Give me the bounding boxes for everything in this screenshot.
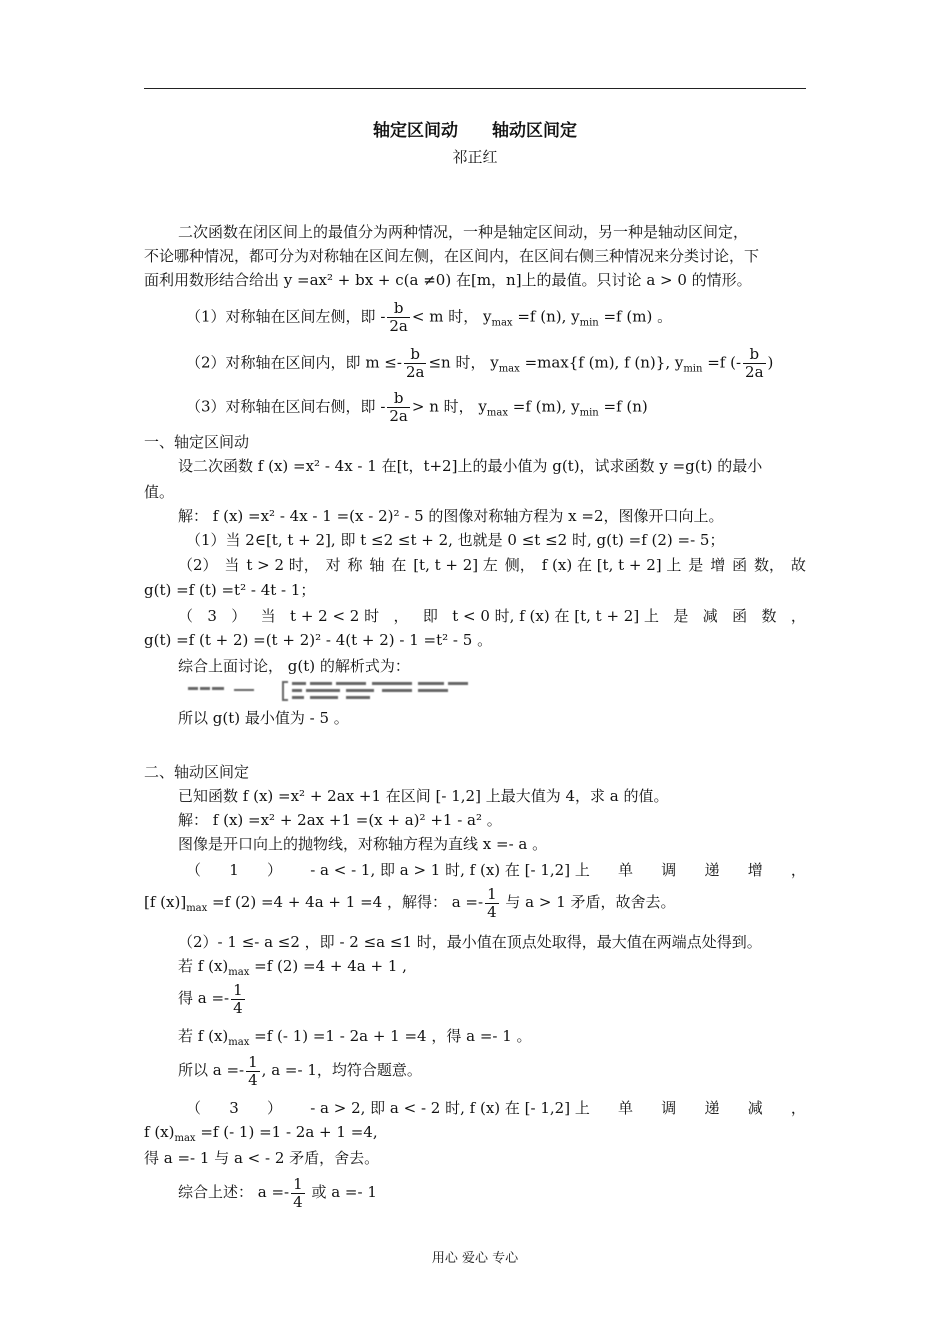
intro-line-3: 面利用数形结合给出 y =ax² + bx + c(a ≠0) 在[m，n]上的最值。只讨论 a > 0 的情形。 xyxy=(144,271,752,289)
sec1-solution-line-1: 解： f (x) =x² - 4x - 1 =(x - 2)² - 5 的图像对称轴方程为 x =2，图像开口向上。 xyxy=(178,507,724,525)
sec2-case-2-if-2: 若 f $(x)_{max} =f$ (- 1) =1 - 2a + 1 =4 ，得 a =- 1 。 xyxy=(178,1027,532,1048)
sec2-case-2-result-1: 得 a =- $\frac{1}{4}$ xyxy=(178,980,243,1017)
sec2-case-3: （ 3 ） - a > 2, 即 a < - 2 时, f (x) 在 [- 1,2] 上 单 调 递 减 ， xyxy=(186,1099,806,1117)
fraction-b-over-2a: $\frac{b}{2a}$ xyxy=(745,345,764,381)
sec2-case-3-conclusion: 得 a =- 1 与 a < - 2 矛盾，舍去。 xyxy=(144,1149,380,1167)
title-part-1: 轴定区间动 xyxy=(373,121,458,141)
fraction-1-over-4: $\frac{1}{4}$ xyxy=(233,980,243,1017)
page-footer: 用心 爱心 专心 xyxy=(431,1251,519,1266)
intro-line-1: 二次函数在闭区间上的最值分为两种情况，一种是轴定区间动，另一种是轴动区间定， xyxy=(178,223,749,241)
fraction-b-over-2a: $\frac{b}{2a}$ xyxy=(389,299,408,335)
sec1-case-2: （2） 当 t > 2 时， 对 称 轴 在 [t, t + 2] 左 侧， f (x) 在 [t, t + 2] 上 是 增 函 数， 故 xyxy=(178,556,806,574)
sec2-solution-line-2: 图像是开口向上的抛物线，对称轴方程为直线 x =- a 。 xyxy=(178,835,548,853)
title-part-2: 轴动区间定 xyxy=(492,121,577,141)
fraction-b-over-2a: $\frac{b}{2a}$ xyxy=(405,345,425,381)
case-2: （2）对称轴在区间内，即 m ≤- $\frac{b}{2a}$ ≤n 时， $y_{max} =\max\{f$ (m), f (n)}, $y_{min} =f$ (- $\frac{b}{2a}$ ) xyxy=(186,345,774,381)
sec1-case-3: （ 3 ） 当 t + 2 < 2 时 ， 即 t < 0 时, f (x) 在 [t, t + 2] 上 是 减 函 数 ， xyxy=(178,607,806,625)
section-1-heading: 一、轴定区间动 xyxy=(144,433,250,451)
sec2-case-2-conclusion: 所以 a =- $\frac{1}{4}$ , a =- 1，均符合题意。 xyxy=(178,1052,422,1089)
sec2-case-1-result: [f $(x)]_{max} =f$ (2) =4 + 4a + 1 =4 ，解得： a =- $\frac{1}{4}$ 与 a > 1 矛盾，故舍去。 xyxy=(144,884,676,921)
sec2-case-2: （2）- 1 ≤- a ≤2 ，即 - 2 ≤a ≤1 时，最小值在顶点处取得，最大值在两端点处得到。 xyxy=(178,933,762,951)
sec1-case-2-result: g(t) =f (t) =t² - 4t - 1； xyxy=(144,581,316,599)
sec2-case-1: （ 1 ） - a < - 1, 即 a > 1 时, f (x) 在 [- 1,2] 上 单 调 递 增 ， xyxy=(186,861,806,879)
sec2-final-summary: 综合上述： a =- $\frac{1}{4}$ 或 a =- 1 xyxy=(178,1174,377,1211)
header-rule xyxy=(144,88,806,89)
intro-line-2: 不论哪种情况，都可分为对称轴在区间左侧，在区间内，在区间右侧三种情况来分类讨论，下 xyxy=(144,247,760,265)
fraction-b-over-2a: $\frac{b}{2a}$ xyxy=(389,389,408,425)
sec2-solution-line-1: 解： f (x) =x² + 2ax +1 =(x + a)² +1 - a² 。 xyxy=(178,811,502,829)
sec2-case-3-result: f $(x)_{max} =f$ (- 1) =1 - 2a + 1 =4, xyxy=(144,1123,378,1144)
sec1-question-line-1: 设二次函数 f (x) =x² - 4x - 1 在[t，t+2]上的最小值为 g(t)，试求函数 y =g(t) 的最小 xyxy=(178,457,763,475)
sec1-question-line-2: 值。 xyxy=(144,483,175,501)
sec2-case-2-if-1: 若 f $(x)_{max} =f$ (2) =4 + 4a + 1 , xyxy=(178,957,407,978)
sec1-case-1: （1）当 2∈[t, t + 2], 即 t ≤2 ≤t + 2, 也就是 0 ≤t ≤2 时, g(t) =f (2) =- 5； xyxy=(186,531,725,549)
fraction-1-over-4: $\frac{1}{4}$ xyxy=(248,1052,258,1089)
page-title xyxy=(0,120,950,142)
case-3: （3）对称轴在区间右侧，即 - $\frac{b}{2a}$ > n 时， $y_{max} =f$ (m), $y_{min} =f$ (n) xyxy=(186,389,648,425)
section-2-heading: 二、轴动区间定 xyxy=(144,763,250,781)
case-1: （1）对称轴在区间左侧，即 - $\frac{b}{2a}$ < m 时， $y_{max} =f$ (n), $y_{min} =f$ (m) 。 xyxy=(186,299,673,335)
fraction-1-over-4: $\frac{1}{4}$ xyxy=(293,1174,303,1211)
piecewise-formula-image xyxy=(186,678,542,704)
sec1-summary: 综合上面讨论， g(t) 的解析式为： xyxy=(178,657,410,675)
author: 祁正红 xyxy=(452,148,498,166)
fraction-1-over-4: $\frac{1}{4}$ xyxy=(487,884,497,921)
sec2-question: 已知函数 f (x) =x² + 2ax +1 在区间 [- 1,2] 上最大值为 4，求 a 的值。 xyxy=(178,787,669,805)
sec1-case-3-result: g(t) =f (t + 2) =(t + 2)² - 4(t + 2) - 1 =t² - 5 。 xyxy=(144,631,493,649)
sec1-conclusion: 所以 g(t) 最小值为 - 5 。 xyxy=(178,709,349,727)
